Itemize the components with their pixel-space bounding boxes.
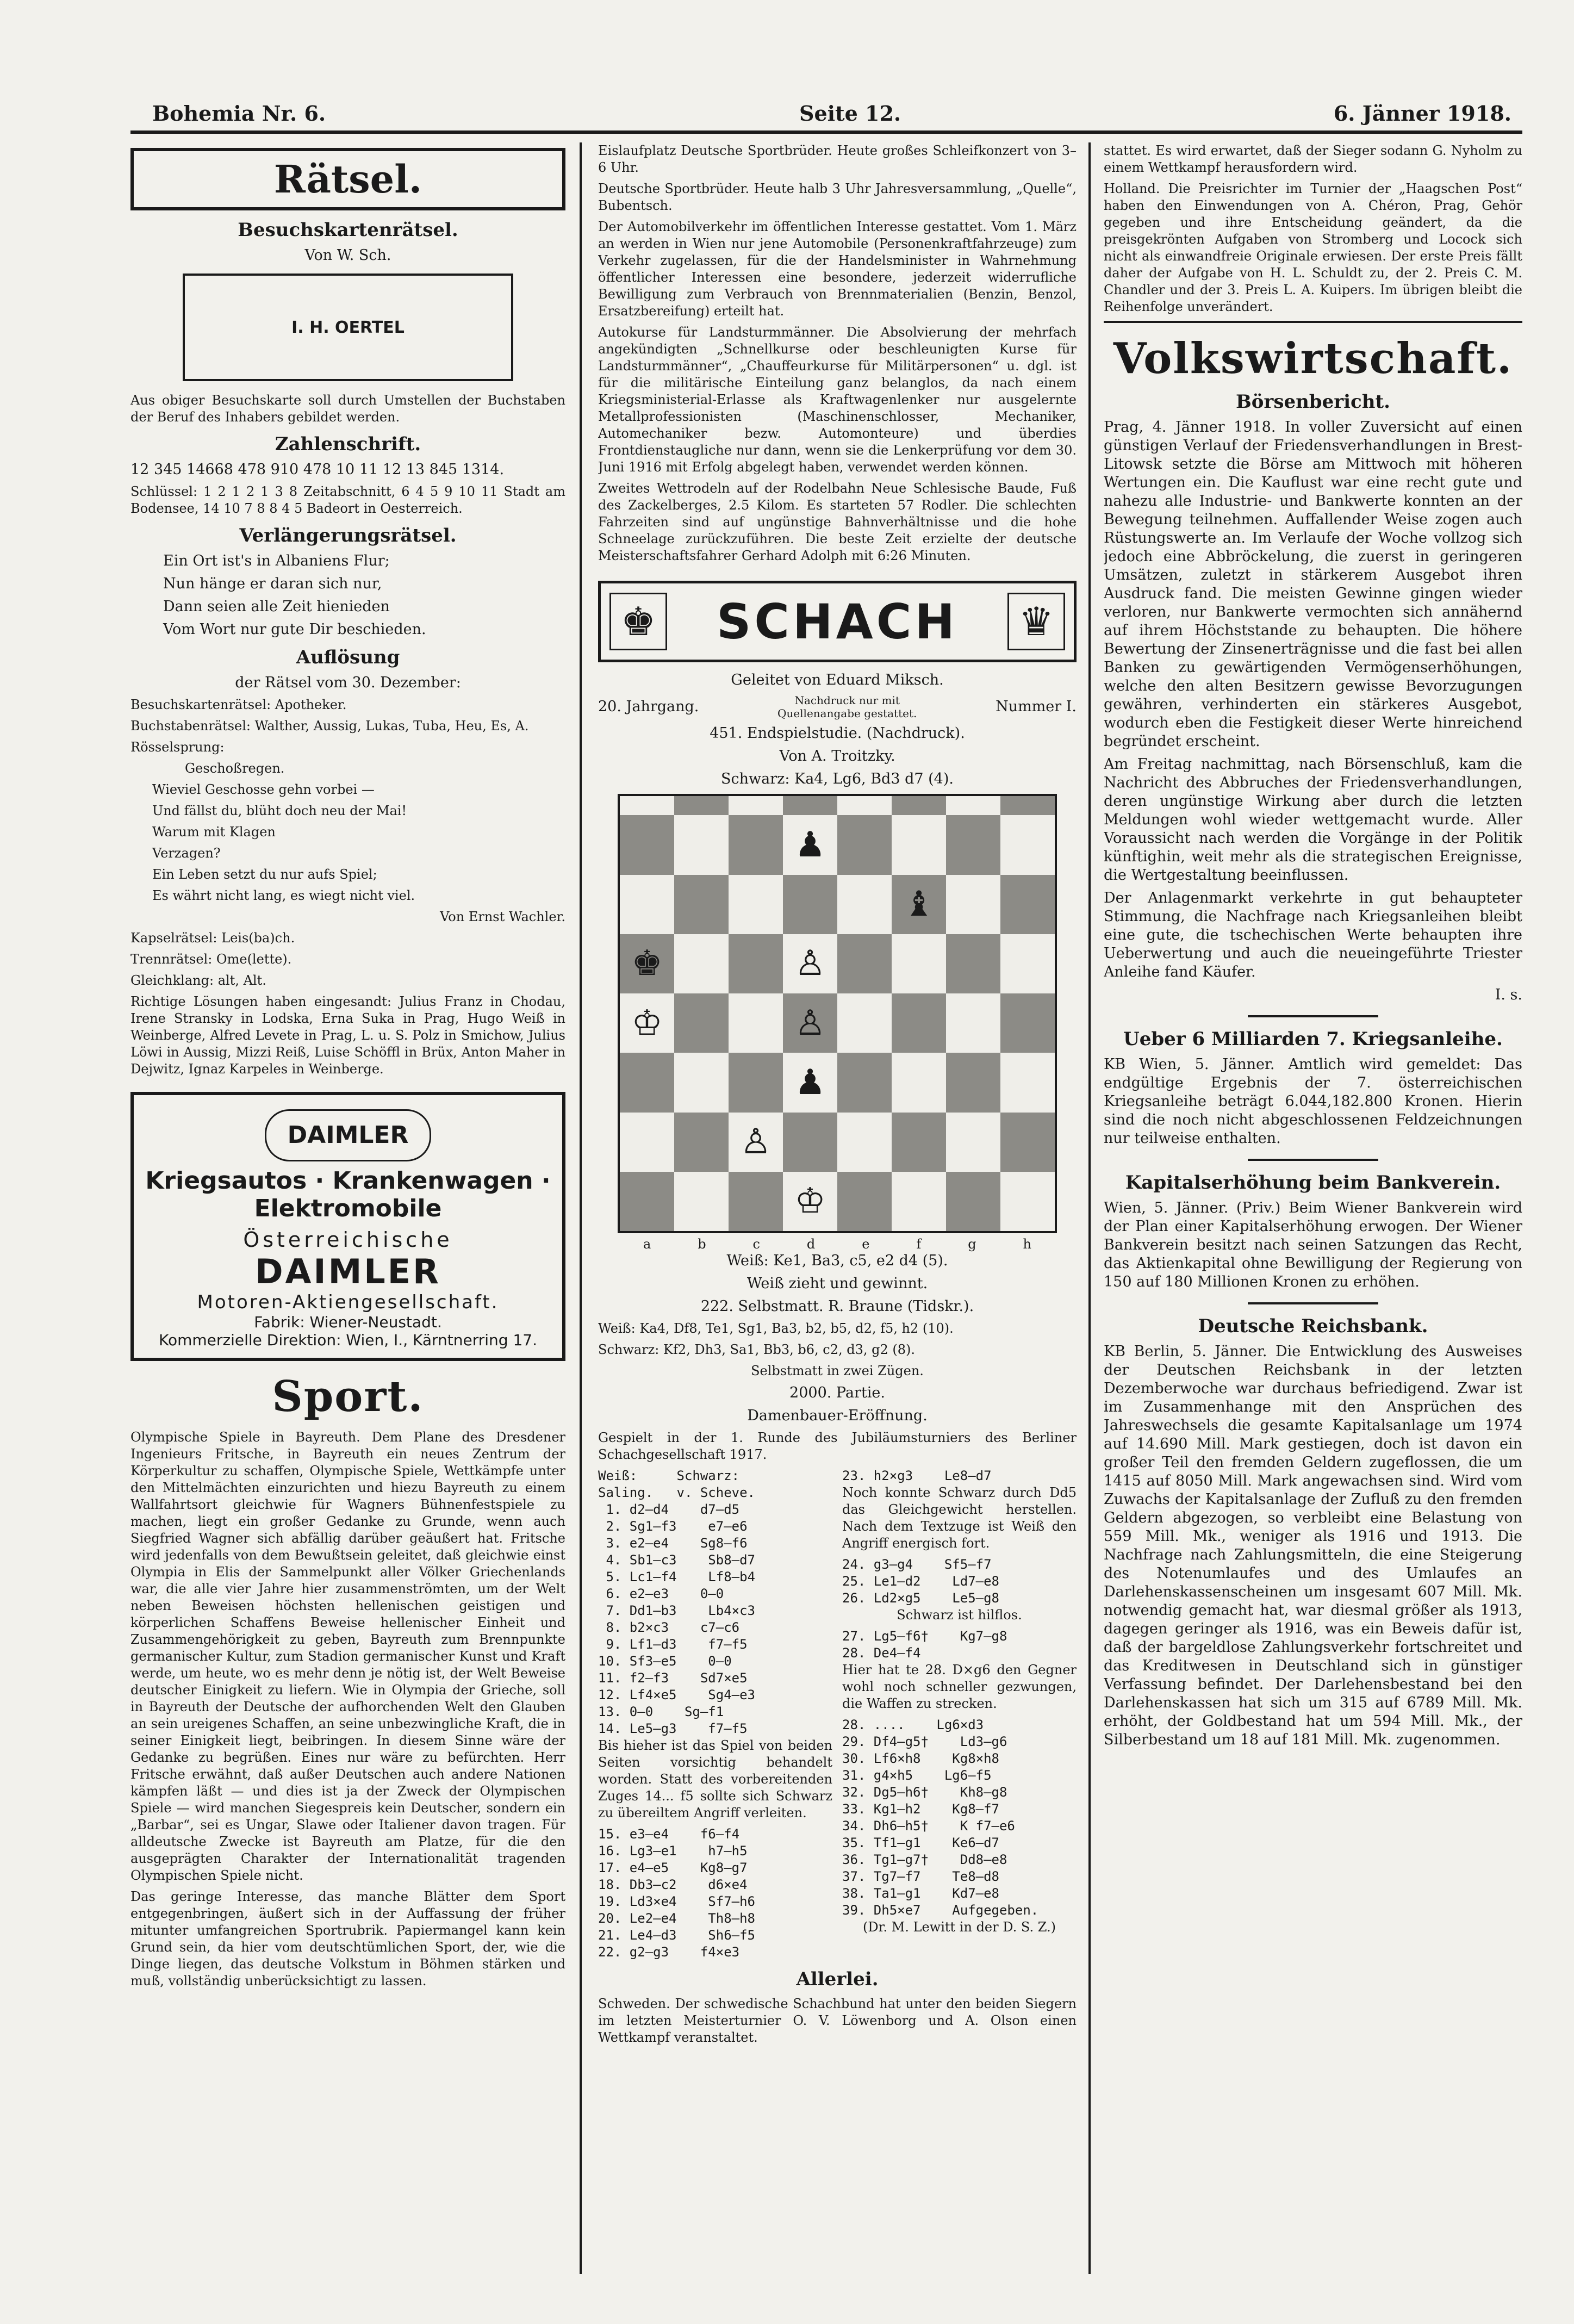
game-opening: Damenbauer-Eröffnung. — [747, 1407, 928, 1424]
chess-piece-icon: ♝ — [903, 884, 935, 925]
board-square — [620, 1113, 674, 1172]
board-square — [783, 815, 837, 874]
sport-article: Olympische Spiele in Bayreuth. Dem Plane des Dresdener Ingenieurs Fritsche, in Bayreuth ein neues Zentrum der Körperkultur zu schaffen, Olympische Spiele, Wettkämpfe unter den Mittelmächten einzurichten und hiezu Bayreuth zu einem Wallfahrtsort gleichwie für Wagners Bühnenfestspiele zu machen, liegt ein großer Gedanke zu Grunde, wenn auch Siegfried Wagner sich abfällig darüber geäußert hat. Fritsche wird jedenfalls von dem Bewußtsein geleitet, daß gleichwie einst Olympia in Elis der Sammelpunkt aller Völker Griechenlands war, die alle vier Jahre hier zusammenströmten, um der Welt neben Beweisen höchsten hellenischen geistigen und körperlichen Schaffens Beweise hellenischer Einheit und Zusammengehörigkeit zu geben, Bayreuth zum Brennpunkte germanischer Kultur, zum Stadion germanischer Kunst und Kraft werde, um heute, wo es mehr denn je nötig ist, der Welt Beweise deutscher Einigkeit zu liefern. Wie in Olympia der Grieche, soll in Bayreuth der Deutsche der aufhorchenden Welt den Glauben an sein ureigenes Schaffen, an seine unbezwingliche Kraft, die in seiner Einigkeit liegt, beibringen. In diesem Sinne wäre der Gedanke zu begrüßen. Eines nur wäre zu befürchten. Herr Fritsche erwähnt, daß außer Deutschen auch andere Nationen kämpfen läßt — und dies ist ja der Zweck der Olympischen Spiele — wird manchen Siegespreis kein Deutscher, sondern ein „Barbar“, sei es Ungar, Slawe oder Italiener davon tragen. Für alldeutsche Zwecke ist Bayreuth am Platze, für die den ausgeprägten Charakter der Internationalität tragenden Olympischen Spiele nicht. — [130, 1430, 565, 1883]
game-moves: 23. h2×g3 Le8—d7 — [842, 1468, 992, 1483]
board-square — [892, 815, 946, 874]
chess-news: Holland. Die Preisrichter im Turnier der „Haagschen Post“ haben den Einwendungen von A. Chéron, Prag, Gehör gegeben und ihre Entscheidung geändert, da die preisgekrönten Aufgaben von Stromberg und Locock sich nicht als einwandfreie Originale erwiesen. Der erste Preis fällt daher der Aufgabe von H. L. Schuldt zu, der 2. Preis C. M. Chandler und der 3. Preis L. A. Kuipers. Im übrigen bleibt die Reihenfolge unverändert. — [1104, 181, 1522, 314]
board-square — [946, 934, 1000, 993]
header-masthead: Bohemia Nr. 6. — [152, 101, 326, 126]
board-square — [837, 1172, 892, 1231]
chess-piece-icon: ♟ — [794, 824, 826, 865]
column-middle — [598, 142, 1077, 2274]
boerse-text: Prag, 4. Jänner 1918. In voller Zuversicht auf einen günstigen Verlauf der Friedensverhandlungen in Brest-Litowsk setzte die Börse am Mittwoch mit höheren Wertungen ein. Die Kauflust war eine recht gute und nahezu alle Industrie- und Bankwerte konnten an der Bewegung teilnehmen. Auffallender Weise zogen auch Rüstungswerte an. Im Verlaufe der Woche vollzog sich jedoch eine Abbröckelung, die zuerst in geringeren Umsätzen, zuletzt in stärkerem Ausgebot ihren Ausdruck fand. Die meisten Gewinne gingen wieder verloren, nur Bankwerte vermochten sich annähernd auf ihrem Höchststande zu behaupten. Die höhere Bewertung der Zinsenerträgnisse und die fast bei allen Banken zu gewärtigenden Vermögenserhöhungen, welche den alten Besitzern gewisse Bevorzugungen gewähren, verhinderten ein stärkeres Ausgebot, wodurch eben die Festigkeit dieser Werte hinreichend begründet erscheint. — [1104, 419, 1522, 750]
board-square — [837, 1053, 892, 1112]
game-note: Bis hieher ist das Spiel von beiden Seiten vorsichtig behandelt worden. Statt des vorbereitenden Zuges 14... f5 sollte sich Schwarz zu übereiltem Angriff verleiten. — [598, 1738, 832, 1820]
aufl-item: Besuchskartenrätsel: Apotheker. — [130, 697, 347, 712]
roessel-line: Ein Leben setzt du nur aufs Spiel; — [152, 867, 377, 882]
reichsbank-text: KB Berlin, 5. Jänner. Die Entwicklung des Ausweises der Deutschen Reichsbank in der letzten Dezemberwoche war durchaus befriedigend. Zwar ist im Zusammenhange mit den Ansprüchen des Jahreswechsels die gesamte Kapitalsanlage um 1974 auf 14.690 Mill. Mark gestiegen, doch ist davon ein großer Teil den fremden Geldern zugeflossen, die um 1415 auf 8050 Mill. Mark angewachsen sind. Wird vom Zuwachs der Kapitalsanlage der Zufluß zu den fremden Geldern abgezogen, so verbleibt eine Belastung von 559 Mill. Mk., weniger als 1916 und 1913. Die Nachfrage nach Zahlungsmitteln, die eine Steigerung des Notenumlaufes und des Umlaufes an Darlehenskassenscheinen um insgesamt 607 Mill. Mk. notwendig gemacht hat, war diesmal größer als 1913, dagegen geringer als 1916, was ein Beweis dafür ist, daß der bargeldlose Zahlungsverkehr fortschreitet und das Kreditwesen in Deutschland sich in günstiger Verfassung befindet. Der Darlehensbestand bei den Darlehenskassen hat sich um 315 auf 6789 Mill. Mk. erhöht, der Goldbestand hat um 594 Mill. Mk., der Silberbestand um 18 auf 181 Mill. Mk. zugenommen. — [1104, 1343, 1522, 1748]
board-square — [837, 796, 892, 815]
divider — [1104, 321, 1522, 323]
file-label: h — [1023, 1236, 1031, 1252]
chess-piece-icon: ♔ — [631, 1003, 663, 1043]
chess-queen-icon: ♛ — [1007, 593, 1065, 650]
board-square — [892, 934, 946, 993]
reichsbank-title: Deutsche Reichsbank. — [1198, 1315, 1428, 1337]
game-moves: 24. g3—g4 Sf5—f7 25. Le1—d2 Ld7—e8 26. Ld2×g5 Le5—g8 — [842, 1557, 999, 1606]
header-page-number: Seite 12. — [799, 101, 901, 126]
header-date: 6. Jänner 1918. — [1333, 101, 1511, 126]
sport-article: Das geringe Interesse, das manche Blätter dem Sport entgegenbringen, äußert sich in der Auffassung der früher mitunter umfangreichen Sportrubrik. Papiermangel kann kein Grund sein, da hier vom deutschtümlichen Sport, der, wie die Dinge liegen, das deutsche Volkstum in Böhmen stärken und muß, vollständig unberücksichtigt zu lassen. — [130, 1889, 565, 1989]
boerse-text: Am Freitag nachmittag, nach Börsenschluß, kam die Nachricht des Abbruches der Friedensverhandlungen, deren ungünstige Wirkung aber durch die letzten Meldungen wohl wieder wettgemacht wurde. Aller Voraussicht nach werden die Vorgänge in der Politik künftighin, weit mehr als die strategischen Ereignisse, die Wertgestaltung beeinflussen. — [1104, 756, 1522, 884]
volkswirtschaft-title: Volkswirtschaft. — [1113, 334, 1513, 383]
board-square — [946, 1113, 1000, 1172]
board-square — [674, 1053, 729, 1112]
board-square — [892, 1172, 946, 1231]
board-square — [837, 875, 892, 934]
daimler-logo: DAIMLER — [265, 1109, 431, 1161]
problem-title: 222. Selbstmatt. R. Braune (Tidskr.). — [700, 1298, 974, 1315]
divider — [1248, 1015, 1378, 1017]
sport-note: Eislaufplatz Deutsche Sportbrüder. Heute großes Schleifkonzert von 3–6 Uhr. — [598, 143, 1077, 175]
ad-line: DAIMLER — [255, 1252, 441, 1291]
board-square — [946, 796, 1000, 815]
board-square — [674, 1172, 729, 1231]
game-column-left — [598, 1468, 832, 1961]
divider — [1248, 1159, 1378, 1161]
schach-banner — [598, 581, 1077, 662]
game-moves: Weiß: Schwarz: Saling. v. Scheve. 1. d2—d4 d7—d5 2. Sg1—f3 e7—e6 3. e2—e4 Sg8—f6 4. Sb1—c3 Sb8—d7 5. Lc1—f4 Lf8—b4 6. e2—e3 0—0 7. Dd1—b3 Lb4×c3 8. b2×c3 c7—c6 9. Lf1—d3 f7—f5 10. Sf3—e5 0—0 11. f2—f3 Sd7×e5 12. Lf4×e5 Sg4—e3 13. 0—0 Sg—f1 14. Le5—g3 f7—f5 — [598, 1468, 755, 1736]
board-square — [1000, 1053, 1055, 1112]
board-square — [892, 796, 946, 815]
zahlen-key: Schlüssel: 1 2 1 2 1 3 8 Zeitabschnitt, 6 4 5 9 10 11 Stadt am Bodensee, 14 10 7 8 8 4 5 Badeort in Oesterreich. — [130, 484, 565, 516]
chess-king-icon: ♚ — [609, 593, 667, 650]
sport-note: Zweites Wettrodeln auf der Rodelbahn Neue Schlesische Baude, Fuß des Zackelberges, 2.5 Kilom. Es starteten 57 Rodler. Die schlechten Fahrzeiten sind auf ungünstige Bahnverhältnisse und die hohe Schneelage zurückzuführen. Die beste Zeit erzielte der deutsche Meisterschaftsfahrer Gerhard Adolph mit 6:26 Minuten. — [598, 481, 1077, 563]
roessel-line: Verzagen? — [152, 846, 221, 861]
aufl-item: Trennrätsel: Ome(lette). — [130, 952, 292, 967]
schach-title: SCHACH — [717, 593, 958, 650]
board-square — [783, 993, 837, 1053]
board-square — [729, 1113, 783, 1172]
file-label: b — [698, 1236, 706, 1252]
study-white: Weiß: Ke1, Ba3, c5, e2 d4 (5). — [726, 1252, 948, 1269]
board-square — [620, 1053, 674, 1112]
chess-board — [618, 794, 1057, 1233]
verl-line: Ein Ort ist's in Albaniens Flur; — [163, 552, 390, 569]
board-square — [946, 1172, 1000, 1231]
study-author: Von A. Troitzky. — [779, 748, 895, 765]
visitcard-title: Besuchskartenrätsel. — [238, 219, 458, 241]
board-square — [729, 934, 783, 993]
divider — [1248, 1302, 1378, 1304]
board-square — [729, 796, 783, 815]
column-rule — [1088, 142, 1091, 2274]
file-label: d — [806, 1236, 816, 1252]
visiting-card — [183, 274, 513, 381]
roessel-line: Es währt nicht lang, es wiegt nicht viel. — [152, 888, 415, 903]
kapital-text: Wien, 5. Jänner. (Priv.) Beim Wiener Bankverein wird der Plan einer Kapitalserhöhung erwogen. Der Wiener Bankverein besitzt nach seinen Satzungen das Recht, das Aktienkapital ohne Bewilligung der Regierung von 150 auf 180 Millionen Kronen zu erhöhen. — [1104, 1200, 1522, 1290]
loeser-list: Richtige Lösungen haben eingesandt: Julius Franz in Chodau, Irene Stransky in Lodska, Erna Suka in Prag, Hugo Weiß in Weinberge, Alfred Levete in Prag, L. u. S. Polz in Smichow, Julius Löwi in Aussig, Mizzi Reiß, Luise Schöffl in Brüx, Anton Maher in Dejwitz, Ignaz Karpeles in Weinberge. — [130, 994, 565, 1077]
board-square — [946, 875, 1000, 934]
game-title: 2000. Partie. — [789, 1384, 885, 1401]
boerse-text: Der Anlagenmarkt verkehrte in gut behaupteter Stimmung, die Nachfrage nach Kriegsanleihen bleibt eine gute, die tschechischen Werte behaupten ihre Ueberwertung und auch die neueingeführte Triester Anleihe fand Käufer. — [1104, 890, 1522, 980]
aufl-sub: der Rätsel vom 30. Dezember: — [235, 674, 461, 691]
aufl-item: Rösselsprung: — [130, 740, 225, 755]
visitcard-author: Von W. Sch. — [304, 247, 391, 264]
board-square — [837, 1113, 892, 1172]
board-square — [1000, 875, 1055, 934]
aufl-item: Gleichklang: alt, Alt. — [130, 973, 266, 988]
boerse-title: Börsenbericht. — [1235, 391, 1391, 413]
board-square — [1000, 815, 1055, 874]
board-square — [892, 993, 946, 1053]
study-black: Schwarz: Ka4, Lg6, Bd3 d7 (4). — [721, 770, 954, 787]
board-square — [892, 875, 946, 934]
file-label: c — [752, 1236, 760, 1252]
roessel-line: Warum mit Klagen — [152, 824, 276, 840]
zahlen-title: Zahlenschrift. — [275, 433, 421, 455]
schach-meta — [598, 694, 1077, 724]
kriegsanleihe-title: Ueber 6 Milliarden 7. Kriegsanleihe. — [1123, 1028, 1503, 1050]
sport-title: Sport. — [272, 1372, 424, 1421]
page-header — [130, 92, 1522, 134]
board-square — [783, 1053, 837, 1112]
board-square — [674, 796, 729, 815]
board-square — [783, 796, 837, 815]
game-info: Gespielt in der 1. Runde des Jubiläumsturniers des Berliner Schachgesellschaft 1917. — [598, 1430, 1077, 1462]
board-square — [837, 993, 892, 1053]
board-square — [620, 875, 674, 934]
game-source: (Dr. M. Lewitt in der D. S. Z.) — [863, 1919, 1056, 1935]
board-square — [946, 815, 1000, 874]
roessel-author: Von Ernst Wachler. — [440, 909, 565, 924]
board-square — [783, 875, 837, 934]
problem-black: Schwarz: Kf2, Dh3, Sa1, Bb3, b6, c2, d3, g2 (8). — [598, 1342, 916, 1357]
verl-line: Dann seien alle Zeit hienieden — [163, 598, 390, 615]
nummer: Nummer I. — [996, 698, 1077, 715]
board-square — [1000, 796, 1055, 815]
verl-line: Nun hänge er daran sich nur, — [163, 575, 382, 592]
board-square — [946, 993, 1000, 1053]
kapital-title: Kapitalserhöhung beim Bankverein. — [1125, 1172, 1501, 1194]
board-square — [620, 993, 674, 1053]
board-square — [1000, 1172, 1055, 1231]
board-square — [729, 993, 783, 1053]
board-square — [729, 1053, 783, 1112]
roessel-line: Geschoßregen. — [185, 761, 285, 776]
board-square — [620, 934, 674, 993]
raetsel-title: Rätsel. — [273, 157, 422, 202]
file-label: e — [862, 1236, 870, 1252]
sport-note: Der Automobilverkehr im öffentlichen Interesse gestattet. Vom 1. März an werden in Wien nur jene Automobile (Personenkraftfahrzeuge) zum Verkehr zugelassen, für die der Handelsminister in Wahrnehmung öffentlicher Interessen eine besondere, jederzeit widerrufliche Bewilligung zum Verbrauch von Brennmaterialien (Benzin, Benzol, Ersatzbereifung) erteilt hat. — [598, 219, 1077, 319]
file-label: g — [968, 1236, 976, 1252]
game-moves: 28. .... Lg6×d3 29. Df4—g5† Ld3—g6 30. Lf6×h8 Kg8×h8 31. g4×h5 Lg6—f5 32. Dg5—h6† Kh8—g8 33. Kg1—h2 Kg8—f7 34. Dh6—h5† K f7—e6 35. Tf1—g1 Ke6—d7 36. Tg1—g7† Dd8—e8 37. Tg7—f7 Te8—d8 38. Ta1—g1 Kd7—e8 39. Dh5×e7 Aufgegeben. — [842, 1717, 1039, 1918]
problem-task: Selbstmatt in zwei Zügen. — [751, 1363, 924, 1378]
board-square — [729, 815, 783, 874]
game-score — [598, 1468, 1077, 1961]
column-right — [1104, 142, 1522, 2274]
board-square — [783, 934, 837, 993]
roessel-line: Und fällst du, blüht doch neu der Mai! — [152, 803, 407, 818]
board-square — [729, 1172, 783, 1231]
study-title: 451. Endspielstudie. (Nachdruck). — [710, 725, 965, 742]
sport-note: Autokurse für Landsturmmänner. Die Absolvierung der mehrfach angekündigten „Schnellkurse oder beschleunigten Kurse für Landsturmmänner“, „Chauffeurkurse für Militärpersonen“ u. dgl. ist für die militärische Einteilung ganz belanglos, da nach einem Kriegsministerial-Erlasse als Kraftwagenlenker nur ausgelernte Metallprofessionisten (Maschinenschlosser, Mechaniker, Automechaniker bezw. Automonteure) und überdies Frontdienstaugliche nur dann, wenn sie die Lenkerprüfung vor dem 30. Juni 1916 mit Erfolg abgelegt haben, verwendet werden können. — [598, 325, 1077, 475]
game-column-right — [842, 1468, 1077, 1961]
chess-piece-icon: ♙ — [740, 1122, 772, 1163]
zahlen-line: 12 345 14668 478 910 478 10 11 12 13 845 1314. — [130, 461, 505, 478]
schach-editor: Geleitet von Eduard Miksch. — [731, 672, 944, 688]
newspaper-page — [130, 92, 1522, 2284]
roessel-line: Wieviel Geschosse gehn vorbei — — [152, 782, 375, 797]
board-square — [674, 934, 729, 993]
file-label: f — [916, 1236, 922, 1252]
nachdruck: Nachdruck nur mit Quellenangabe gestattet. — [777, 694, 917, 720]
file-label: a — [643, 1236, 651, 1252]
board-square — [1000, 993, 1055, 1053]
board-square — [620, 796, 674, 815]
board-square — [1000, 934, 1055, 993]
boerse-signature: I. s. — [1495, 986, 1522, 1003]
raetsel-title-box — [130, 148, 565, 210]
column-rule — [580, 142, 582, 2274]
board-square — [674, 815, 729, 874]
board-square — [674, 875, 729, 934]
board-files — [620, 1236, 1055, 1252]
visitcard-note: Aus obiger Besuchskarte soll durch Umstellen der Buchstaben der Beruf des Inhabers gebildet werden. — [130, 393, 565, 425]
game-moves: 15. e3—e4 f6—f4 16. Lg3—e1 h7—h5 17. e4—e5 Kg8—g7 18. Db3—c2 d6×e4 19. Ld3×e4 Sf7—h6 20. Le2—e4 Th8—h8 21. Le4—d3 Sh6—f5 22. g2—g3 f4×e3 — [598, 1826, 755, 1960]
game-note: Hier hat te 28. D×g6 den Gegner wohl noch schneller gezwungen, die Waffen zu strecken. — [842, 1662, 1077, 1711]
study-task: Weiß zieht und gewinnt. — [746, 1275, 928, 1292]
board-square — [892, 1113, 946, 1172]
board-square — [1000, 1113, 1055, 1172]
aufl-item: Buchstabenrätsel: Walther, Aussig, Lukas, Tuba, Heu, Es, A. — [130, 718, 529, 734]
allerlei-text: Schweden. Der schwedische Schachbund hat unter den beiden Siegern im letzten Meisterturnier O. V. Löwenborg und A. Olson einen Wettkampf veranstaltet. — [598, 1996, 1077, 2045]
verl-line: Vom Wort nur gute Dir beschieden. — [163, 621, 426, 638]
board-square — [783, 1172, 837, 1231]
ad-line: Fabrik: Wiener-Neustadt. — [254, 1313, 442, 1331]
ad-line: Motoren-Aktiengesellschaft. — [197, 1291, 499, 1313]
daimler-advertisement — [130, 1092, 565, 1361]
game-note: Noch konnte Schwarz durch Dd5 das Gleichgewicht herstellen. Nach dem Textzuge ist Weiß den Angriff energisch fort. — [842, 1485, 1077, 1551]
board-square — [674, 993, 729, 1053]
chess-piece-icon: ♔ — [794, 1181, 826, 1222]
game-moves: 27. Lg5—f6† Kg7—g8 28. De4—f4 — [842, 1629, 1007, 1661]
board-square — [620, 815, 674, 874]
chess-news: stattet. Es wird erwartet, daß der Sieger sodann G. Nyholm zu einem Wettkampf herausfordern wird. — [1104, 143, 1522, 175]
chess-piece-icon: ♙ — [794, 1003, 826, 1043]
kriegsanleihe-text: KB Wien, 5. Jänner. Amtlich wird gemeldet: Das endgültige Ergebnis der 7. österreichischen Kriegsanleihe beträgt 6.044,182.800 Kronen. Hierin sind die noch nicht abgeschlossenen Feldzeichnungen nur teilweise enthalten. — [1104, 1056, 1522, 1147]
allerlei-title: Allerlei. — [796, 1968, 879, 1990]
chess-piece-icon: ♚ — [631, 943, 663, 984]
ad-line: Österreichische — [243, 1228, 453, 1252]
chess-piece-icon: ♟ — [794, 1062, 826, 1103]
sport-note: Deutsche Sportbrüder. Heute halb 3 Uhr Jahresversammlung, „Quelle“, Bubentsch. — [598, 181, 1077, 213]
game-note: Schwarz ist hilflos. — [897, 1607, 1022, 1623]
board-square — [946, 1053, 1000, 1112]
board-square — [892, 1053, 946, 1112]
board-square — [783, 1113, 837, 1172]
aufl-title: Auflösung — [296, 647, 400, 668]
board-square — [837, 934, 892, 993]
column-left — [130, 142, 565, 2274]
visitcard-name: I. H. OERTEL — [291, 318, 405, 337]
aufl-item: Kapselrätsel: Leis(ba)ch. — [130, 930, 295, 946]
verl-title: Verlängerungsrätsel. — [239, 525, 457, 546]
board-square — [729, 875, 783, 934]
board-square — [620, 1172, 674, 1231]
ad-line: Kriegsautos · Krankenwagen · Elektromobile — [145, 1167, 551, 1222]
board-square — [837, 815, 892, 874]
board-square — [674, 1113, 729, 1172]
chess-piece-icon: ♙ — [794, 943, 826, 984]
ad-line: Kommerzielle Direktion: Wien, I., Kärntnerring 17. — [158, 1331, 537, 1349]
jahrgang: 20. Jahrgang. — [598, 698, 699, 715]
problem-white: Weiß: Ka4, Df8, Te1, Sg1, Ba3, b2, b5, d2, f5, h2 (10). — [598, 1321, 954, 1336]
